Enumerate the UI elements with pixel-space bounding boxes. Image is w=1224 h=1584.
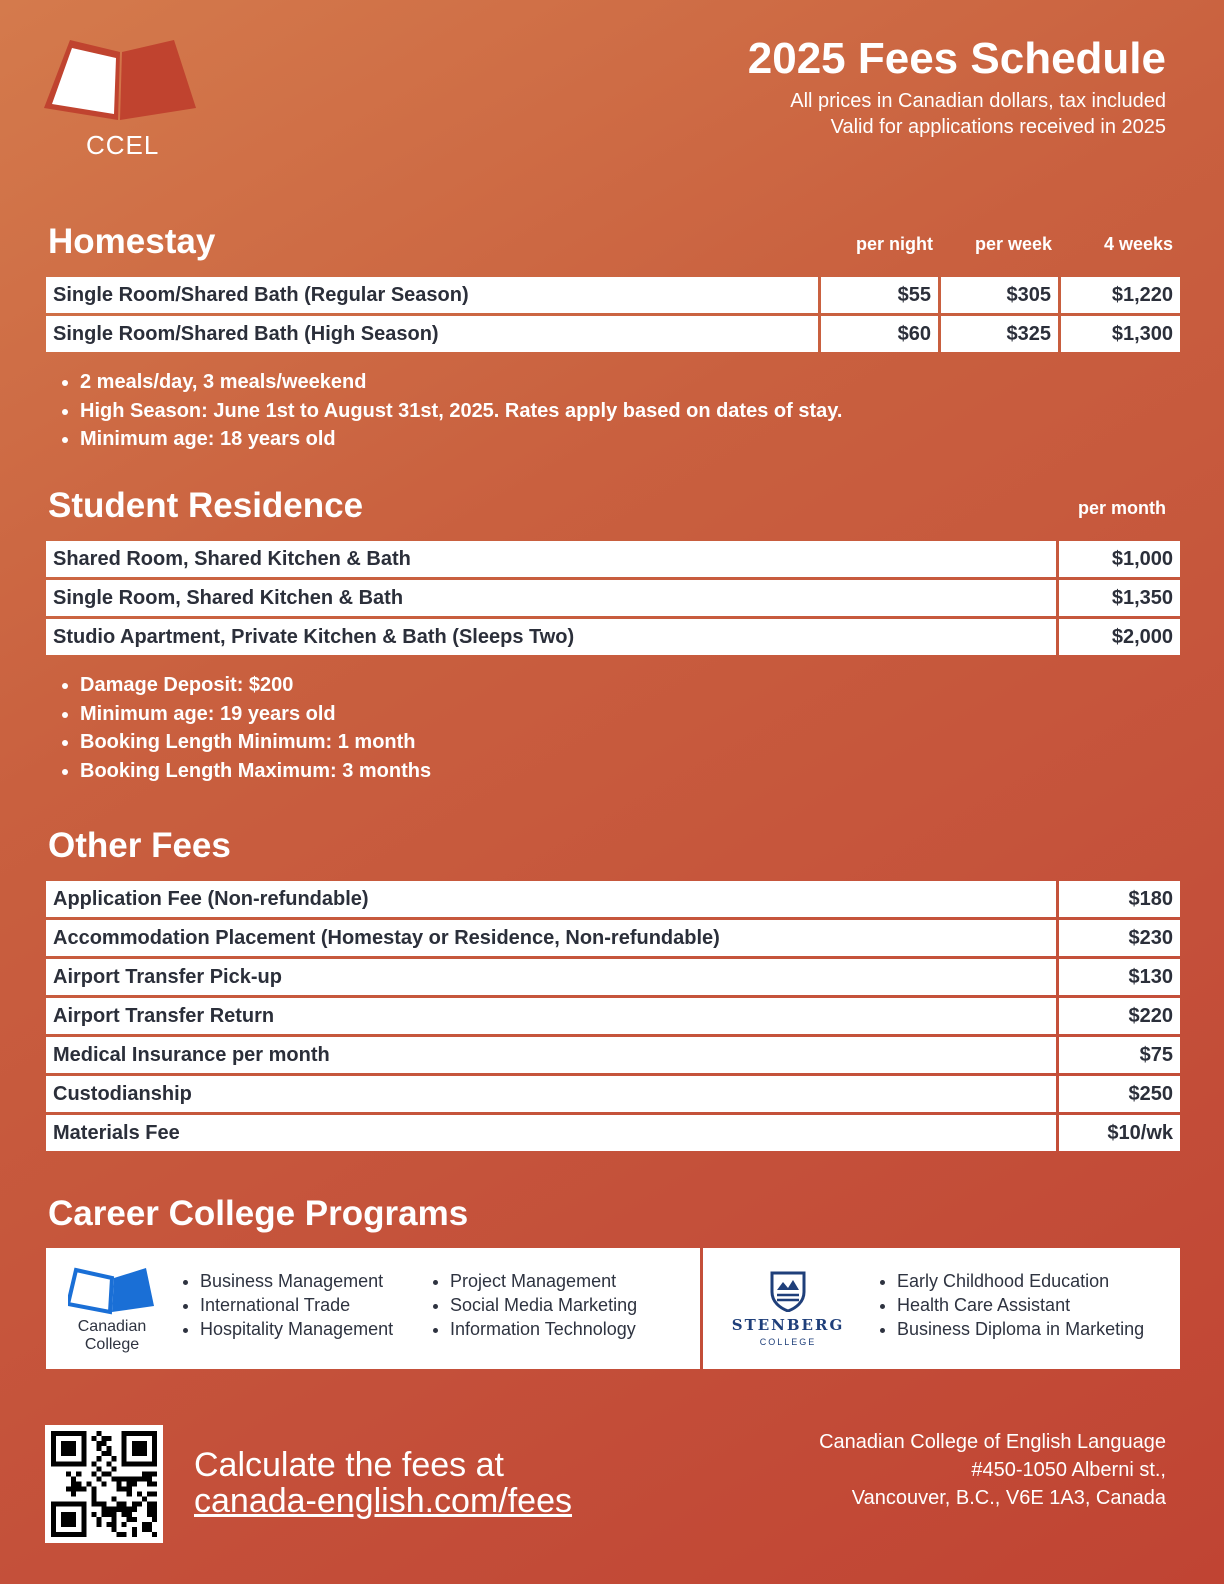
homestay-col-per-week: per week xyxy=(974,234,1052,254)
residence-row-price: $1,350 xyxy=(1059,580,1180,616)
other-fee-price: $230 xyxy=(1059,920,1180,956)
homestay-price-4-weeks: $1,300 xyxy=(1061,316,1180,352)
program-item: • Early Childhood Education xyxy=(897,1269,1144,1293)
other-fee-price: $180 xyxy=(1059,881,1180,917)
residence-row-label: Single Room, Shared Kitchen & Bath xyxy=(46,580,1056,616)
canadian-programs-col2 xyxy=(426,1269,637,1341)
canadian-college-logo-text: Canadian College xyxy=(77,1318,147,1353)
stenberg-logo-subtext: COLLEGE xyxy=(759,1337,817,1347)
other-fee-row xyxy=(46,998,1180,1034)
address-line: #450-1050 Alberni st., xyxy=(971,1459,1166,1481)
residence-note: • Booking Length Maximum: 3 months xyxy=(80,757,431,786)
residence-row xyxy=(46,619,1180,655)
other-fee-price: $250 xyxy=(1059,1076,1180,1112)
stenberg-college-box xyxy=(703,1248,1180,1369)
program-item: • International Trade xyxy=(200,1293,393,1317)
residence-col-per-month: per month xyxy=(1078,498,1166,518)
stenberg-logo-text: STENBERG xyxy=(731,1316,845,1334)
residence-title: Student Residence xyxy=(48,486,364,525)
homestay-row xyxy=(46,316,1180,352)
other-fee-row xyxy=(46,959,1180,995)
other-fee-row xyxy=(46,1076,1180,1112)
cta-text: Calculate the fees at xyxy=(194,1446,504,1484)
other-fee-row xyxy=(46,920,1180,956)
homestay-note: • Minimum age: 18 years old xyxy=(80,425,842,454)
stenberg-programs xyxy=(873,1269,1144,1341)
other-fee-label: Application Fee (Non-refundable) xyxy=(46,881,1056,917)
program-item: • Hospitality Management xyxy=(200,1317,393,1341)
homestay-notes xyxy=(48,368,842,454)
book-logo-icon xyxy=(42,38,202,133)
other-fee-row xyxy=(46,1037,1180,1073)
other-fee-row xyxy=(46,1115,1180,1151)
program-item: • Social Media Marketing xyxy=(450,1293,637,1317)
address-line: Canadian College of English Language xyxy=(819,1431,1166,1453)
other-fee-price: $10/wk xyxy=(1059,1115,1180,1151)
homestay-price-per-night: $60 xyxy=(821,316,938,352)
address-line: Vancouver, B.C., V6E 1A3, Canada xyxy=(851,1487,1166,1509)
other-fee-price: $130 xyxy=(1059,959,1180,995)
homestay-col-per-night: per night xyxy=(856,234,933,254)
homestay-title: Homestay xyxy=(48,222,216,261)
program-item: • Project Management xyxy=(450,1269,637,1293)
homestay-price-per-week: $325 xyxy=(941,316,1058,352)
page-subtitle-currency: All prices in Canadian dollars, tax included xyxy=(790,90,1166,112)
homestay-note: • 2 meals/day, 3 meals/weekend xyxy=(80,368,842,397)
homestay-price-4-weeks: $1,220 xyxy=(1061,277,1180,313)
qr-code xyxy=(45,1425,163,1543)
page-subtitle-validity: Valid for applications received in 2025 xyxy=(830,116,1166,138)
other-fee-price: $75 xyxy=(1059,1037,1180,1073)
other-fee-label: Airport Transfer Pick-up xyxy=(46,959,1056,995)
other-fee-row xyxy=(46,881,1180,917)
residence-row-label: Shared Room, Shared Kitchen & Bath xyxy=(46,541,1056,577)
homestay-price-per-night: $55 xyxy=(821,277,938,313)
residence-row-label: Studio Apartment, Private Kitchen & Bath (Sleeps Two) xyxy=(46,619,1056,655)
other-fees-title: Other Fees xyxy=(48,826,231,865)
other-fee-price: $220 xyxy=(1059,998,1180,1034)
logo-text: CCEL xyxy=(86,130,160,160)
fees-link[interactable]: canada-english.com/fees xyxy=(194,1482,573,1520)
program-item: • Information Technology xyxy=(450,1317,637,1341)
other-fee-label: Medical Insurance per month xyxy=(46,1037,1056,1073)
residence-notes xyxy=(48,671,431,785)
homestay-note: • High Season: June 1st to August 31st, 2025. Rates apply based on dates of stay. xyxy=(80,397,842,426)
canadian-college-box xyxy=(46,1248,700,1369)
residence-note: • Minimum age: 19 years old xyxy=(80,700,431,729)
page-title: 2025 Fees Schedule xyxy=(747,34,1166,83)
ccel-logo xyxy=(42,38,202,168)
other-fee-label: Custodianship xyxy=(46,1076,1056,1112)
residence-row xyxy=(46,541,1180,577)
other-fee-label: Accommodation Placement (Homestay or Residence, Non-refundable) xyxy=(46,920,1056,956)
career-programs-title: Career College Programs xyxy=(48,1194,469,1233)
program-item: • Health Care Assistant xyxy=(897,1293,1144,1317)
canadian-college-logo-icon xyxy=(68,1266,154,1316)
homestay-row-label: Single Room/Shared Bath (High Season) xyxy=(46,316,818,352)
homestay-col-4-weeks: 4 weeks xyxy=(1103,234,1173,254)
homestay-row xyxy=(46,277,1180,313)
program-item: • Business Management xyxy=(200,1269,393,1293)
residence-note: • Booking Length Minimum: 1 month xyxy=(80,728,431,757)
residence-row-price: $2,000 xyxy=(1059,619,1180,655)
stenberg-shield-icon xyxy=(769,1270,807,1312)
canadian-programs-col1 xyxy=(176,1269,393,1341)
residence-note: • Damage Deposit: $200 xyxy=(80,671,431,700)
residence-row xyxy=(46,580,1180,616)
program-item: • Business Diploma in Marketing xyxy=(897,1317,1144,1341)
homestay-price-per-week: $305 xyxy=(941,277,1058,313)
other-fee-label: Airport Transfer Return xyxy=(46,998,1056,1034)
residence-row-price: $1,000 xyxy=(1059,541,1180,577)
homestay-row-label: Single Room/Shared Bath (Regular Season) xyxy=(46,277,818,313)
other-fee-label: Materials Fee xyxy=(46,1115,1056,1151)
qr-code-icon xyxy=(51,1431,157,1537)
